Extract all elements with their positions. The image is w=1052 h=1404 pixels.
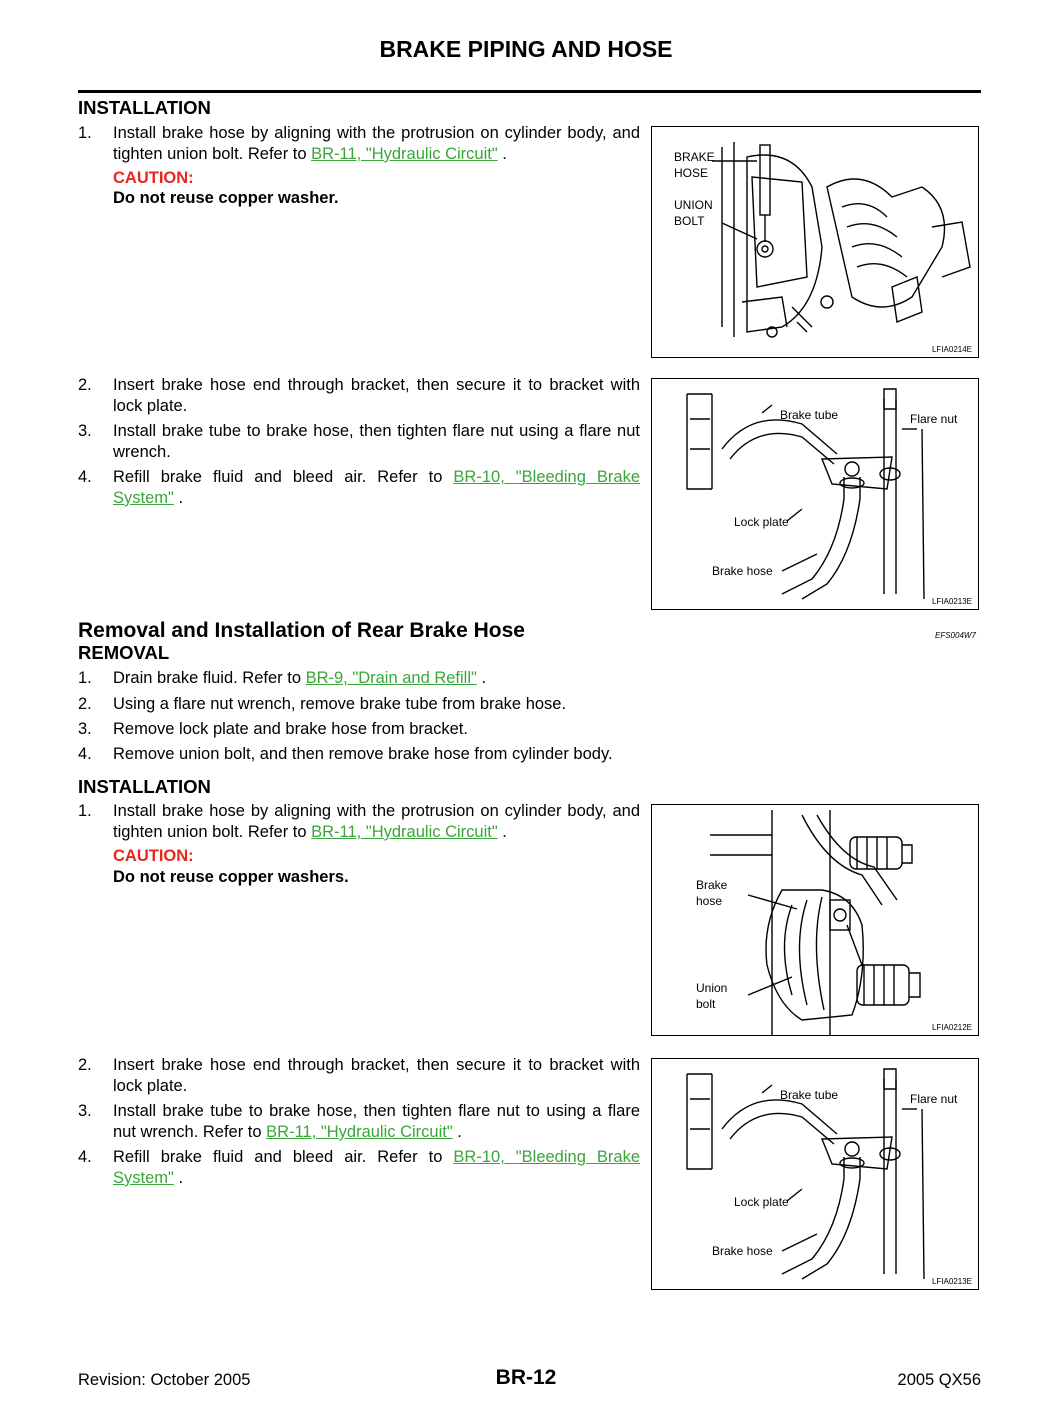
removal-step-1: 1. Drain brake fluid. Refer to BR-9, "Drain and Refill" . [78, 669, 487, 687]
caution-text: Do not reuse copper washers. [113, 868, 349, 886]
label-brake-tube: Brake tube [780, 1088, 839, 1102]
rear-install-step-1: 1. Install brake hose by aligning with the protrusion on cylinder body, and tighten union bolt. Refer to BR-11, "Hydraulic Circuit" . [78, 802, 640, 841]
label-union-bolt-line1: Union [696, 981, 728, 995]
removal-step-2: 2. Using a flare nut wrench, remove brake tube from brake hose. [78, 695, 567, 713]
title-rule [78, 90, 981, 93]
label-union-bolt-line1: UNION [674, 198, 713, 212]
removal-step-3: 3. Remove lock plate and brake hose from bracket. [78, 720, 468, 738]
page-number: BR-12 [495, 1366, 557, 1389]
step-number: 1. [78, 124, 92, 142]
hydraulic-circuit-link[interactable]: BR-11, "Hydraulic Circuit" [311, 823, 498, 841]
rear-install-step-4: 4. Refill brake fluid and bleed air. Refer to BR-10, "Bleeding Brake System" . [78, 1148, 640, 1187]
figure-rear-bracket [651, 1058, 979, 1290]
label-flare-nut: Flare nut [910, 412, 958, 426]
step-text: Insert brake hose end through bracket, then secure it to bracket with lock plate. [113, 376, 640, 415]
footer-revision: Revision: October 2005 [78, 1371, 251, 1389]
figure-code: LFIA0212E [931, 1023, 972, 1032]
front-install-step-2: 2. Insert brake hose end through bracket, then secure it to bracket with lock plate. [78, 376, 640, 415]
label-flare-nut: Flare nut [910, 1092, 958, 1106]
hydraulic-circuit-link[interactable]: BR-11, "Hydraulic Circuit" [266, 1123, 453, 1141]
label-union-bolt-line2: bolt [696, 997, 716, 1011]
section-code: EFS004W7 [935, 631, 976, 640]
page-title: BRAKE PIPING AND HOSE [379, 36, 673, 62]
front-install-step-1: 1. Install brake hose by aligning with the protrusion on cylinder body, and tighten union bolt. Refer to BR-11, "Hydraulic Circuit" . [78, 124, 640, 163]
figure-front-caliper [651, 126, 979, 358]
label-brake-hose-line1: BRAKE [674, 150, 715, 164]
rear-install-step-2: 2. Insert brake hose end through bracket, then secure it to bracket with lock plate. [78, 1056, 640, 1095]
front-install-step-3: 3. Install brake tube to brake hose, then tighten flare nut using a flare nut wrench. [78, 422, 640, 461]
figure-code: LFIA0213E [931, 1277, 972, 1286]
figure-front-bracket [651, 378, 979, 610]
label-brake-tube: Brake tube [780, 408, 839, 422]
step-text: Install brake hose by aligning with the protrusion on cylinder body, and tighten union bolt. Refer to [113, 124, 640, 163]
label-brake-hose-line2: HOSE [674, 166, 709, 180]
figure-code: LFIA0213E [931, 597, 972, 606]
removal-step-4: 4. Remove union bolt, and then remove brake hose from cylinder body. [78, 745, 613, 763]
hydraulic-circuit-link[interactable]: BR-11, "Hydraulic Circuit" [311, 145, 498, 163]
caution-text: Do not reuse copper washer. [113, 189, 339, 207]
label-lock-plate: Lock plate [734, 1195, 789, 1209]
front-install-step-4: 4. Refill brake fluid and bleed air. Refer to BR-10, "Bleeding Brake System" . [78, 468, 640, 507]
figure-code: LFIA0214E [931, 345, 972, 354]
label-brake-hose-line2: hose [696, 894, 723, 908]
removal-heading: REMOVAL [78, 642, 170, 663]
rear-section-title: Removal and Installation of Rear Brake Hose [78, 619, 525, 642]
front-installation-heading: INSTALLATION [78, 97, 211, 118]
label-brake-hose-line1: Brake [696, 878, 728, 892]
label-lock-plate: Lock plate [734, 515, 789, 529]
label-brake-hose: Brake hose [712, 1244, 773, 1258]
drain-and-refill-link[interactable]: BR-9, "Drain and Refill" [305, 669, 477, 687]
footer-model: 2005 QX56 [897, 1371, 981, 1389]
rear-installation-heading: INSTALLATION [78, 776, 211, 797]
step-text: Install brake tube to brake hose, then tighten flare nut using a flare nut wrench. [113, 422, 640, 461]
bleeding-brake-system-link[interactable]: BR-10, "Bleeding Brake System" [113, 468, 640, 507]
caution-label: CAUTION: [113, 847, 194, 865]
caution-label: CAUTION: [113, 169, 194, 187]
rear-install-step-3: 3. Install brake tube to brake hose, then tighten flare nut to using a flare nut wrench. Refer to BR-11, "Hydraulic Circuit" . [78, 1102, 640, 1141]
figure-rear-caliper [651, 804, 979, 1036]
bleeding-brake-system-link[interactable]: BR-10, "Bleeding Brake System" [113, 1148, 640, 1187]
label-brake-hose: Brake hose [712, 564, 773, 578]
label-union-bolt-line2: BOLT [674, 214, 705, 228]
